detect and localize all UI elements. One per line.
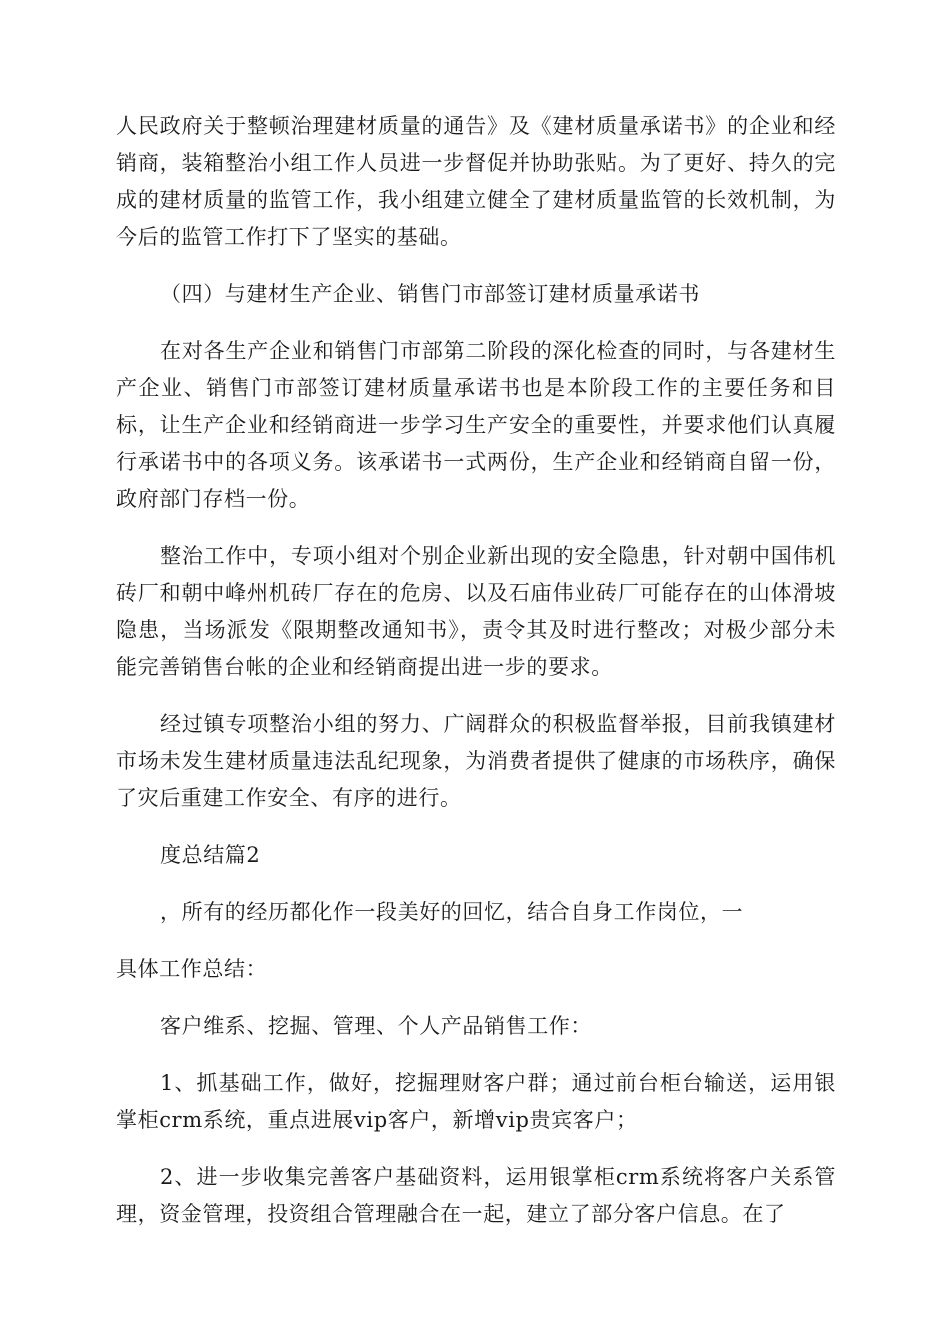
document-page: [116, 108, 836, 1233]
paragraph-work-summary-label: 具体工作总结：: [116, 957, 268, 981]
paragraph-results: 经过镇专项整治小组的努力、广阔群众的积极监督举报，目前我镇建材市场未发生建材质量违法乱纪现象，为消费者提供了健康的市场秩序，确保了灾后重建工作安全、有序的进行。: [116, 712, 836, 810]
list-item-2: 2、进一步收集完善客户基础资料，运用银掌柜crm系统将客户关系管理，资金管理，投资组合管理融合在一起，建立了部分客户信息。在了: [116, 1165, 836, 1226]
paragraph-commitment-signing: 在对各生产企业和销售门市部第二阶段的深化检查的同时，与各建材生产企业、销售门市部签订建材质量承诺书也是本阶段工作的主要任务和目标，让生产企业和经销商进一步学习生产安全的重要性，并要求他们认真履行承诺书中的各项义务。该承诺书一式两份，生产企业和经销商自留一份，政府部门存档一份。: [116, 339, 836, 511]
section-heading-sign-commitment: （四）与建材生产企业、销售门市部签订建材质量承诺书: [160, 282, 700, 306]
list-item-1: 1、抓基础工作，做好，挖掘理财客户群；通过前台柜台输送，运用银掌柜crm系统，重点进展vip客户，新增vip贵宾客户；: [116, 1071, 836, 1132]
paragraph-rectification: 整治工作中，专项小组对个别企业新出现的安全隐患，针对朝中国伟机砖厂和朝中峰州机砖厂存在的危房、以及石庙伟业砖厂可能存在的山体滑坡隐患，当场派发《限期整改通知书》，责令其及时进行整改；对极少部分未能完善销售台帐的企业和经销商提出进一步的要求。: [116, 544, 836, 679]
paragraph-customer-work-heading: 客户维系、挖掘、管理、个人产品销售工作：: [160, 1014, 592, 1038]
section-title-summary-2: 度总结篇2: [160, 843, 261, 867]
paragraph-notice-posting: 人民政府关于整顿治理建材质量的通告》及《建材质量承诺书》的企业和经销商，装箱整治小组工作人员进一步督促并协助张贴。为了更好、持久的完成的建材质量的监管工作，我小组建立健全了建材质量监管的长效机制，为今后的监管工作打下了坚实的基础。: [116, 114, 836, 249]
paragraph-intro-fragment: ，所有的经历都化作一段美好的回忆，结合自身工作岗位，一: [160, 900, 744, 924]
